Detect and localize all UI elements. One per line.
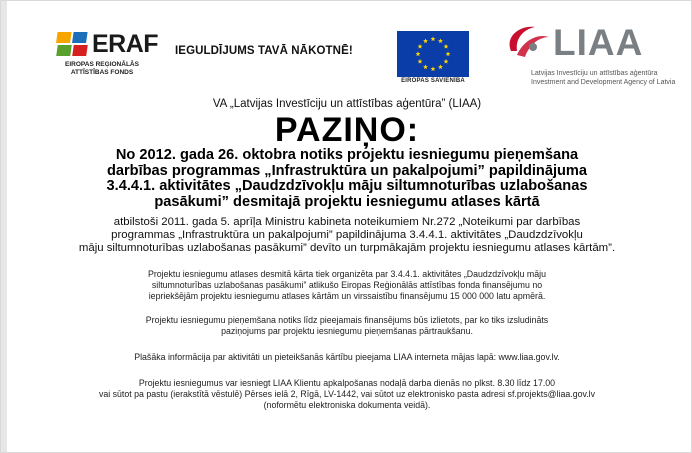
eu-caption: EIROPAS SAVIENĪBA — [401, 78, 465, 84]
eu-star-icon — [438, 64, 443, 69]
paragraph-selection-round: Projektu iesniegumu atlases desmitā kārta tiek organizēta par 3.4.4.1. aktivitātes „Daudzdzīvokļu māju siltumnoturības uzlabošanas pasākumi” atlikušo Eiropas Reģionālās attīstības fonda finansējumu no iepriekšējām projektu iesniegumu atlases kārtām un virssaistību finansējumu 15 000 000 latu apmērā. — [147, 269, 547, 302]
eu-star-icon — [416, 51, 421, 56]
eu-star-icon — [418, 44, 423, 49]
announcement — [67, 148, 627, 210]
eu-star-icon — [418, 59, 423, 64]
paragraph-more-info: Plašāka informācija par aktivitāti un pieteikšanās kārtību pieejama LIAA interneta mājas lapā: www.liaa.gov.lv. — [134, 352, 560, 363]
liaa-swirl-icon — [503, 21, 553, 65]
announcement-line: pasākumi” desmitajā projektu iesniegumu atlases kārtā — [154, 193, 540, 210]
eu-star-icon — [444, 44, 449, 49]
legal-basis-line: programmas „Infrastruktūra un pakalpojumi” papildinājuma 3.4.4.1. aktivitātes „Daudzdzīvokļu — [111, 229, 583, 242]
eu-star-icon — [431, 36, 436, 41]
eu-star-icon — [423, 38, 428, 43]
eu-star-icon — [446, 51, 451, 56]
eraf-name: ERAF — [92, 30, 159, 58]
eraf-squares-icon — [56, 29, 90, 59]
paragraph-submission: Projektu iesniegumus var iesniegt LIAA Klientu apkalpošanas nodaļā darba dienās no plkst. 8.30 līdz 17.00 vai sūtot pa pastu (ierakstītā vēstulē) Pērses ielā 2, Rīgā, LV-1442, vai sūtot uz elektronisko pasta adresi sf.projekts@liaa.gov.lv (noformētu elektroniska dokumenta veidā). — [98, 378, 596, 411]
eu-star-icon — [423, 64, 428, 69]
legal-basis — [17, 216, 677, 255]
eu-logo — [397, 31, 469, 85]
liaa-logo — [503, 21, 678, 91]
eu-star-icon — [444, 59, 449, 64]
eu-star-icon — [431, 66, 436, 71]
logo-header — [1, 1, 692, 96]
eu-star-icon — [438, 38, 443, 43]
announcement-line: 3.4.4.1. aktivitātes „Daudzdzīvokļu māju siltumnoturības uzlabošanas — [106, 178, 588, 195]
notice-body — [9, 97, 685, 411]
liaa-name: LIAA — [553, 22, 644, 63]
eraf-subtitle: EIROPAS REĢIONĀLĀS ATTĪSTĪBAS FONDS — [65, 61, 139, 76]
notice-heading: PAZIŅO: — [274, 111, 420, 149]
announcement-line: No 2012. gada 26. oktobra notiks projektu iesniegumu pieņemšana — [115, 147, 579, 163]
paragraph-acceptance-period: Projektu iesniegumu pieņemšana notiks līdz pieejamais finansējums būs izlietots, par ko tiks izsludināts paziņojums par projektu iesniegumu pieņemšanas pārtraukšanu. — [145, 315, 549, 337]
announcement-line: darbības programmas „Infrastruktūra un pakalpojumi” papildinājuma — [106, 162, 588, 179]
eu-flag-icon — [397, 31, 469, 77]
eraf-logo — [56, 29, 166, 83]
legal-basis-line: atbilstoši 2011. gada 5. aprīļa Ministru kabineta noteikumiem Nr.272 „Noteikumi par darbības — [113, 216, 581, 229]
slogan: IEGULDĪJUMS TAVĀ NĀKOTNĒ! — [175, 45, 353, 57]
liaa-subtitle: Latvijas Investīciju un attīstības aģentūra Investment and Development Agency of Latvia — [531, 70, 676, 86]
legal-basis-line: māju siltumnoturības uzlabošanas pasākumi” devīto un turpmākajām projektu iesniegumu atlases kārtām”. — [78, 242, 616, 255]
organization-name: VA „Latvijas Investīciju un attīstības aģentūra” (LIAA) — [212, 98, 482, 110]
